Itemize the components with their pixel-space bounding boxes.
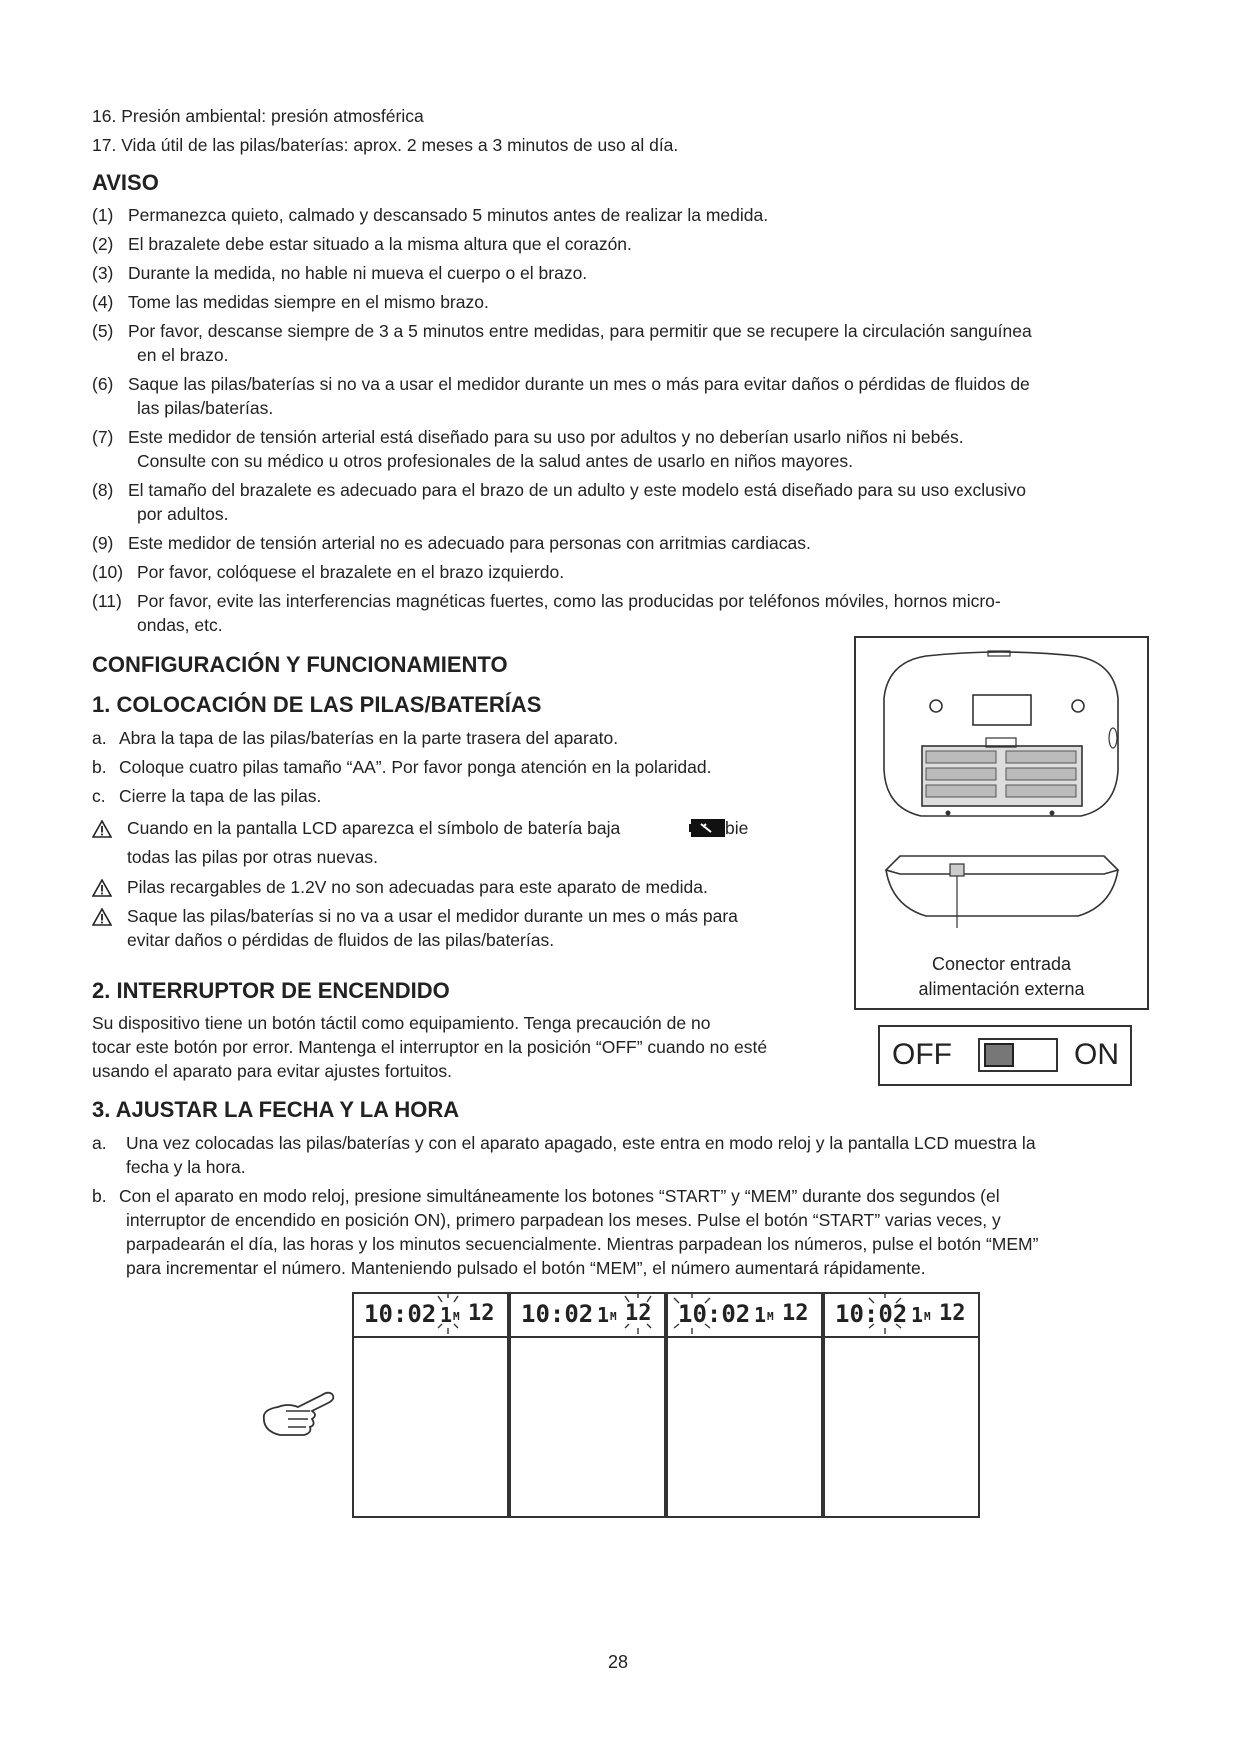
aviso-item — [92, 426, 1152, 474]
item-label: (4) — [92, 292, 114, 312]
item-text: parpadearán el día, las horas y los minutos secuencialmente. Mientras parpadean los números, pulse el botón “MEM” — [126, 1234, 1039, 1254]
item-label: (2) — [92, 234, 114, 254]
aviso-item — [92, 204, 1152, 228]
blink-indicator-icon — [621, 1288, 655, 1338]
item-text: Este medidor de tensión arterial está diseñado para su uso por adultos y no deberían usarlo niños ni bebés. — [128, 427, 964, 447]
switch-off-label: OFF — [892, 1038, 952, 1071]
item-text: fecha y la hora. — [126, 1157, 246, 1177]
item-text: Este medidor de tensión arterial no es adecuado para personas con arritmias cardiacas. — [128, 533, 811, 553]
power-switch-figure — [878, 1025, 1132, 1086]
battery-figure — [854, 636, 1149, 1010]
aviso-item — [92, 262, 1152, 286]
item-label: (6) — [92, 374, 114, 394]
item-label: (5) — [92, 321, 114, 341]
lcd-month: 1 — [911, 1303, 924, 1327]
s3-item-b — [92, 1185, 1152, 1281]
page-number: 28 — [608, 1652, 629, 1672]
switch-knob — [984, 1043, 1014, 1067]
lcd-time: 10:02 — [678, 1300, 751, 1328]
item-text: para incrementar el número. Manteniendo pulsado el botón “MEM”, el número aumentará rápidamente. — [126, 1258, 926, 1278]
item-text: Por favor, evite las interferencias magnéticas fuertes, como las producidas por teléfonos móviles, hornos micro- — [137, 591, 1001, 611]
spec-label: 16. — [92, 106, 117, 126]
blink-indicator-icon — [670, 1288, 714, 1338]
lcd-panel-2 — [509, 1292, 666, 1518]
lcd-day: 12 — [939, 1301, 966, 1326]
item-label: (8) — [92, 480, 114, 500]
spec-17 — [92, 133, 678, 157]
lcd-panel-4 — [823, 1292, 980, 1518]
lcd-day: 12 — [782, 1301, 809, 1326]
item-text: Coloque cuatro pilas tamaño “AA”. Por favor ponga atención en la polaridad. — [119, 757, 712, 777]
warning-text: bie — [725, 818, 749, 838]
aviso-item — [92, 561, 1152, 585]
item-text: en el brazo. — [137, 345, 229, 365]
warning-text: todas las pilas por otras nuevas. — [127, 847, 378, 867]
item-text: por adultos. — [137, 504, 229, 524]
item-text: Abra la tapa de las pilas/baterías en la parte trasera del aparato. — [119, 728, 619, 748]
item-text: Por favor, colóquese el brazalete en el brazo izquierdo. — [137, 562, 565, 582]
item-text: Con el aparato en modo reloj, presione simultáneamente los botones “START” y “MEM” durante dos segundos (el — [119, 1186, 1000, 1206]
lcd-month: 1 — [440, 1303, 453, 1327]
lcd-day: 12 — [468, 1301, 495, 1326]
lcd-panel-3 — [666, 1292, 823, 1518]
s1-item-a — [92, 727, 832, 751]
aviso-item — [92, 320, 1152, 368]
section-3-title: 3. AJUSTAR LA FECHA Y LA HORA — [92, 1097, 460, 1122]
item-text: Tome las medidas siempre en el mismo brazo. — [128, 292, 489, 312]
item-text: interruptor de encendido en posición ON), primero parpadean los meses. Pulse el botón “START” varias veces, y — [126, 1210, 1001, 1230]
warning-text: evitar daños o pérdidas de fluidos de las pilas/baterías. — [127, 930, 555, 950]
warning-text: Pilas recargables de 1.2V no son adecuadas para este aparato de medida. — [127, 877, 708, 897]
section-2-title: 2. INTERRUPTOR DE ENCENDIDO — [92, 978, 450, 1003]
warning-icon — [92, 879, 112, 897]
figure-caption-1: Conector entrada — [931, 954, 1072, 974]
item-text: ondas, etc. — [137, 615, 223, 635]
s1-item-c — [92, 785, 832, 809]
item-label: (7) — [92, 427, 114, 447]
item-label: (3) — [92, 263, 114, 283]
aviso-item — [92, 532, 1152, 556]
item-text: El brazalete debe estar situado a la misma altura que el corazón. — [128, 234, 632, 254]
s3-item-a — [92, 1132, 1152, 1180]
item-label: a. — [92, 728, 107, 748]
lcd-time: 10:02 — [364, 1300, 437, 1328]
item-text: Durante la medida, no hable ni mueva el cuerpo o el brazo. — [128, 263, 588, 283]
lcd-month: 1 — [597, 1303, 610, 1327]
item-label: (11) — [92, 591, 122, 611]
switch-slider — [978, 1038, 1058, 1072]
spec-text: Presión ambiental: presión atmosférica — [121, 106, 424, 126]
item-text: Consulte con su médico u otros profesionales de la salud antes de usarlo en niños mayores. — [137, 451, 853, 471]
item-text: Cierre la tapa de las pilas. — [119, 786, 322, 806]
item-label: a. — [92, 1133, 107, 1153]
lcd-panel-1 — [352, 1292, 509, 1518]
lcd-time: 10:02 — [835, 1300, 908, 1328]
warning-text: Cuando en la pantalla LCD aparezca el símbolo de batería baja — [127, 818, 621, 838]
item-text: Permanezca quieto, calmado y descansado 5 minutos antes de realizar la medida. — [128, 205, 769, 225]
blink-indicator-icon — [865, 1288, 905, 1338]
warning-low-battery — [92, 816, 832, 870]
lcd-time: 10:02 — [521, 1300, 594, 1328]
item-label: (9) — [92, 533, 114, 553]
item-label: b. — [92, 1186, 107, 1206]
item-text: Saque las pilas/baterías si no va a usar el medidor durante un mes o más para evitar daños o pérdidas de fluidos de — [128, 374, 1030, 394]
item-text: Por favor, descanse siempre de 3 a 5 minutos entre medidas, para permitir que se recupere la circulación sanguínea — [128, 321, 1032, 341]
item-text: El tamaño del brazalete es adecuado para el brazo de un adulto y este modelo está diseñado para su uso exclusivo — [128, 480, 1026, 500]
warning-icon — [92, 820, 112, 838]
spec-16 — [92, 104, 424, 128]
pointing-hand-icon — [258, 1385, 338, 1441]
lcd-month: 1 — [754, 1303, 767, 1327]
aviso-item — [92, 590, 1152, 638]
figure-caption-2: alimentación externa — [918, 979, 1085, 999]
low-battery-icon — [689, 816, 725, 840]
s1-item-b — [92, 756, 832, 780]
item-text: Una vez colocadas las pilas/baterías y con el aparato apagado, este entra en modo reloj y la pantalla LCD muestra la — [126, 1133, 1036, 1153]
aviso-item — [92, 373, 1152, 421]
spec-label: 17. — [92, 135, 117, 155]
item-label: b. — [92, 757, 107, 777]
warning-rechargeable — [92, 875, 832, 899]
warning-remove-batteries — [92, 904, 832, 958]
section-2-line-1: Su dispositivo tiene un botón táctil como equipamiento. Tenga precaución de no — [92, 1013, 711, 1033]
switch-on-label: ON — [1074, 1038, 1119, 1071]
lcd-month-indicator: M — [924, 1310, 931, 1323]
blink-indicator-icon — [434, 1288, 462, 1338]
item-label: (10) — [92, 562, 124, 582]
item-label: (1) — [92, 205, 114, 225]
aviso-item — [92, 291, 1152, 315]
lcd-month-indicator: M — [610, 1310, 617, 1323]
aviso-title: AVISO — [92, 170, 159, 195]
aviso-item — [92, 233, 1152, 257]
section-2-line-3: usando el aparato para evitar ajustes fortuitos. — [92, 1061, 452, 1081]
lcd-month-indicator: M — [453, 1310, 460, 1323]
item-text: las pilas/baterías. — [137, 398, 274, 418]
device-back-illustration — [856, 638, 1147, 928]
lcd-day: 12 — [625, 1301, 652, 1326]
section-1-title: 1. COLOCACIÓN DE LAS PILAS/BATERÍAS — [92, 692, 542, 717]
spec-text: Vida útil de las pilas/baterías: aprox. 2 meses a 3 minutos de uso al día. — [121, 135, 679, 155]
lcd-month-indicator: M — [767, 1310, 774, 1323]
section-2-line-2: tocar este botón por error. Mantenga el interruptor en la posición “OFF” cuando no esté — [92, 1037, 768, 1057]
warning-icon — [92, 908, 112, 926]
warning-text: Saque las pilas/baterías si no va a usar el medidor durante un mes o más para — [127, 906, 738, 926]
config-title: CONFIGURACIÓN Y FUNCIONAMIENTO — [92, 652, 508, 677]
item-label: c. — [92, 786, 106, 806]
aviso-item — [92, 479, 1152, 527]
